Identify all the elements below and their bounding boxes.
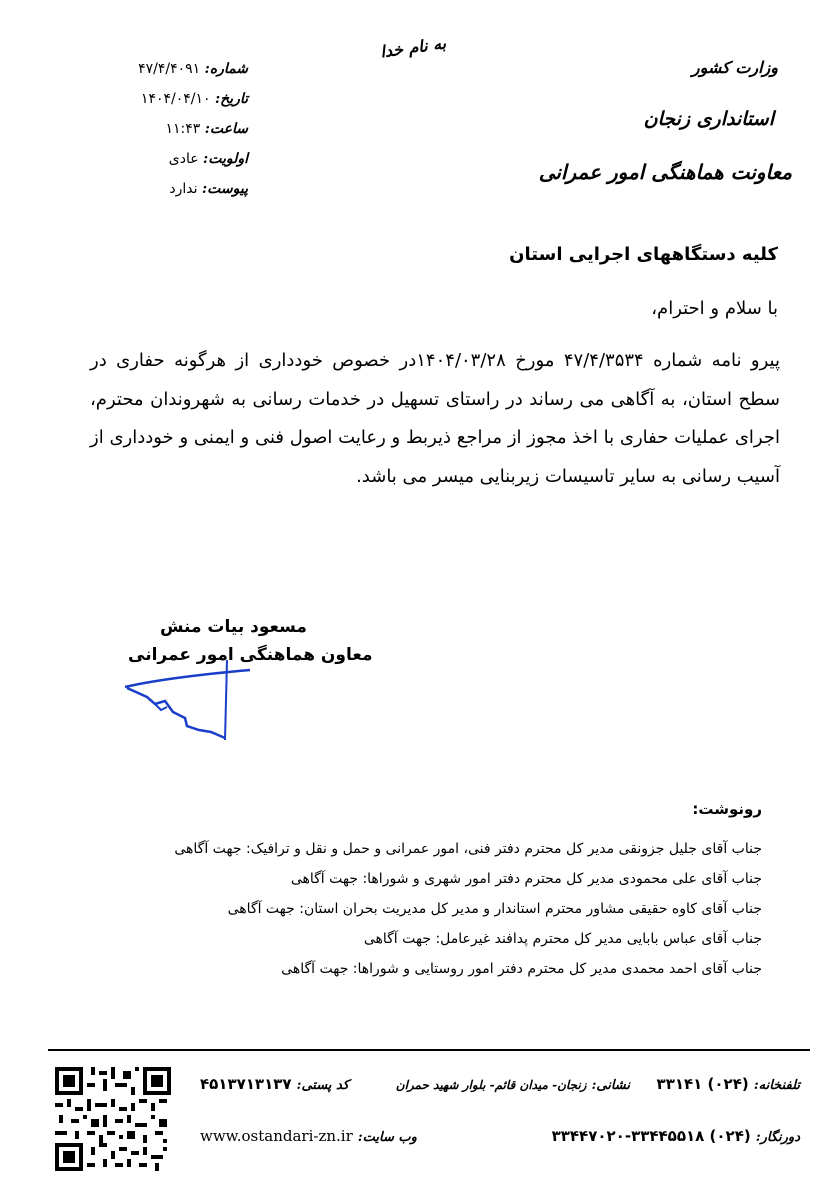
bismillah: به نام خدا (378, 33, 448, 62)
meta-attachment (88, 174, 248, 204)
website-label: وب سایت: (357, 1130, 417, 1145)
fax-label: دورنگار: (755, 1130, 800, 1145)
meta-date (88, 84, 248, 114)
letter-recipient: کلیه دستگاههای اجرایی استان (509, 244, 778, 265)
signature-scribble (115, 660, 255, 745)
meta-value: ۱۴۰۴/۰۴/۱۰ (140, 91, 211, 107)
letter-body: پیرو نامه شماره ۴۷/۴/۳۵۳۴ مورخ ۱۴۰۴/۰۳/۲۸در خصوص خودداری از هرگونه حفاری در سطح استان، به آگاهی می رساند در راستای تسهیل در خدمات رسانی به شهروندان محترم، اجرای عملیات حفاری با اخذ مجوز از مراجع ذیربط و رعایت اصول فنی و ایمنی و خودداری از آسیب رسانی به سایر تاسیسات زیربنایی میسر می باشد. (90, 350, 780, 487)
address-label: نشانی: (591, 1078, 630, 1093)
copy-item: جناب آقای جلیل جزونقی مدیر کل محترم دفتر فنی، امور عمرانی و حمل و نقل و ترافیک: جهت آگاهی (174, 841, 762, 857)
footer-fax (552, 1126, 800, 1145)
footer-address (396, 1074, 630, 1093)
footer-divider (48, 1049, 810, 1051)
postal-label: کد پستی: (296, 1078, 349, 1093)
copy-item: جناب آقای علی محمودی مدیر کل محترم دفتر امور شهری و شوراها: جهت آگاهی (290, 871, 762, 887)
copy-item: جناب آقای عباس بابایی مدیر کل محترم پدافند غیرعامل: جهت آگاهی (363, 931, 762, 947)
phone-value: (۰۲۴) ۳۳۱۴۱ (656, 1075, 749, 1093)
fax-value: (۰۲۴) ۳۳۴۴۵۵۱۸-۳۳۴۴۷۰۲۰ (551, 1127, 751, 1145)
address-value: زنجان- میدان قائم- بلوار شهید حمران (395, 1078, 587, 1092)
meta-label: ساعت: (204, 121, 248, 137)
footer-phone (657, 1074, 800, 1093)
meta-priority (88, 144, 248, 174)
org-governorate: استانداری زنجان (643, 108, 774, 130)
org-deputy: معاونت هماهنگی امور عمرانی (538, 160, 792, 184)
meta-time (88, 114, 248, 144)
meta-value: ۴۷/۴/۴۰۹۱ (138, 61, 201, 77)
signatory-name: مسعود بیات منش (160, 617, 307, 637)
copies-list (62, 834, 762, 984)
signatory-title: معاون هماهنگی امور عمرانی (128, 645, 373, 665)
footer-website (200, 1126, 417, 1145)
meta-label: پیوست: (202, 181, 248, 197)
phone-label: تلفنخانه: (753, 1078, 800, 1093)
meta-value: ندارد (169, 181, 198, 197)
copy-item: جناب آقای کاوه حقیقی مشاور محترم استاندار و مدیر کل مدیریت بحران استان: جهت آگاهی (227, 901, 762, 917)
postal-value: ۴۵۱۳۷۱۳۱۳۷ (200, 1075, 292, 1093)
meta-number (88, 54, 248, 84)
copy-item: جناب آقای احمد محمدی مدیر کل محترم دفتر امور روستایی و شوراها: جهت آگاهی (281, 961, 762, 977)
letter-meta (88, 54, 248, 204)
meta-value: عادی (168, 151, 199, 167)
org-ministry: وزارت کشور (691, 58, 778, 77)
website-link[interactable]: www.ostandari-zn.ir (200, 1127, 353, 1145)
copies-title: رونوشت: (692, 800, 762, 818)
letter-greeting: با سلام و احترام، (651, 298, 778, 319)
footer-postal (200, 1074, 349, 1093)
qr-code (55, 1067, 171, 1171)
meta-label: اولویت: (203, 151, 248, 167)
meta-label: شماره: (204, 61, 248, 77)
meta-label: تاریخ: (214, 91, 248, 107)
meta-value: ۱۱:۴۳ (165, 121, 201, 137)
